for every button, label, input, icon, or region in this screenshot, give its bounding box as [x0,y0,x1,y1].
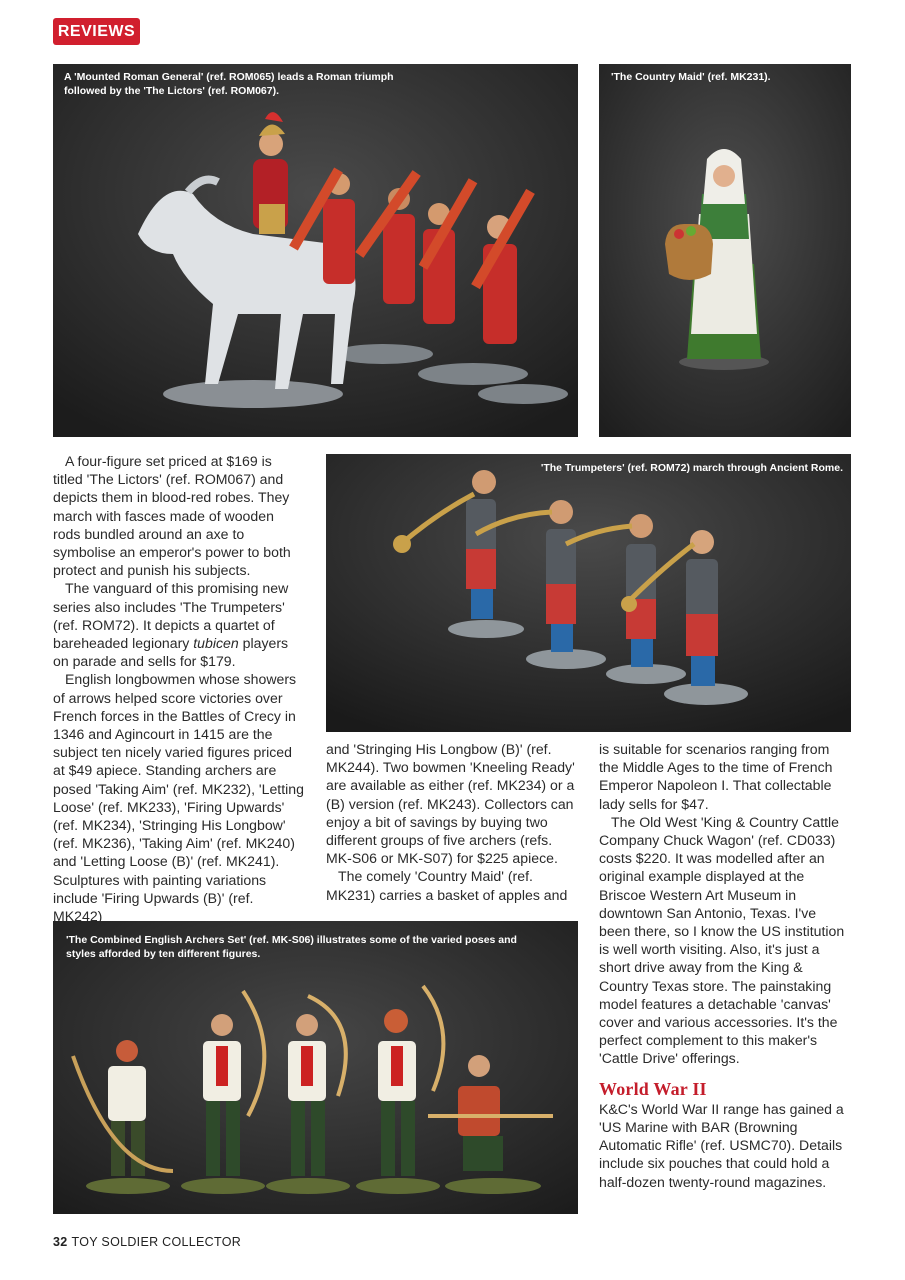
col1-paragraph-2 [53,579,305,670]
col3-paragraph-2: The Old West 'King & Country Cattle Company Chuck Wagon' (ref. CD033) costs $220. It was modelled after an original example displayed at the Briscoe Western Art Museum in downtown San Antonio, Texas. I've been there, so I know the US institution is well worth visiting. Also, it's just a short drive away from the King & Country Texas store. The painstaking model features a detachable 'canvas' cover and various accessories. It's the perfect complement to this maker's 'Cattle Drive' offerings. [599,813,845,1067]
photo-roman-general [53,64,578,437]
photo-archers [53,921,578,1214]
col1-p2-text-b: players on parade and sells for $179. [53,635,289,670]
page-footer [53,1235,241,1249]
photo-caption: 'The Trumpeters' (ref. ROM72) march through Ancient Rome. [540,462,843,474]
trumpeters-image [326,454,851,732]
col1-paragraph-3: English longbowmen whose showers of arrows helped score victories over French forces in the Battles of Crecy in 1346 and Agincourt in 1415 are the subject ten nicely varied figures priced at $49 apiece. Standing archers are posed 'Taking Aim' (ref. MK232), 'Letting Loose' (ref. MK233), 'Firing Upwards' (ref. MK234), 'Stringing His Longbow' (ref. MK236), 'Taking Aim' (ref. MK240) and 'Letting Loose (B)' (ref. MK241). Sculptures with painting variations include 'Firing Upwards (B)' (ref. MK242) [53,671,304,925]
magazine-title: TOY SOLDIER COLLECTOR [71,1235,242,1249]
page-number: 32 [53,1235,68,1249]
col1-p2-italic: tubicen [193,635,239,652]
photo-caption: 'The Country Maid' (ref. MK231). [611,71,771,83]
photo-caption: A 'Mounted Roman General' (ref. ROM065) leads a Roman triumph followed by the 'The Lictors' (ref. ROM067). [64,71,394,97]
article-column-1 [53,452,305,925]
col3-paragraph-1: is suitable for scenarios ranging from the Middle Ages to the time of French Emperor Napoleon I. That collectable lady sells for $47. [599,741,833,812]
archers-image [53,921,578,1214]
photo-country-maid [599,64,851,437]
section-badge: REVIEWS [53,18,140,45]
article-column-2 [326,740,580,904]
photo-caption: 'The Combined English Archers Set' (ref. MK-S06) illustrates some of the varied poses and styles afforded by ten different figures. [66,934,517,960]
col1-p2-text-a: The vanguard of this promising new series also includes 'The Trumpeters' (ref. ROM72). It depicts a quartet of bareheaded legionary [53,580,289,652]
photo-trumpeters [326,454,851,732]
roman-general-image [53,64,578,437]
article-column-3 [599,740,851,1191]
subheading-world-war-ii: World War II [599,1078,707,1099]
col2-paragraph-2: The comely 'Country Maid' (ref. MK231) carries a basket of apples and [326,868,568,903]
country-maid-image [599,64,851,437]
col1-paragraph-1: A four-figure set priced at $169 is titled 'The Lictors' (ref. ROM067) and depicts them in blood-red robes. They march with fasces made of wooden rods bundled around an axe to symbolise an emperor's power to both protect and punish his subjects. [53,453,291,579]
col2-paragraph-1: and 'Stringing His Longbow (B)' (ref. MK244). Two bowmen 'Kneeling Ready' are available as either (ref. MK234) or a (B) version (ref. MK243). Collectors can enjoy a bit of savings by buying two different groups of five archers (refs. MK-S06 or MK-S07) for $225 apiece. [326,741,575,867]
col3-paragraph-3: K&C's World War II range has gained a 'US Marine with BAR (Browning Automatic Rifle' (ref. USMC70). Details include six pouches that could hold a half-dozen twenty-round magazines. [599,1100,844,1190]
